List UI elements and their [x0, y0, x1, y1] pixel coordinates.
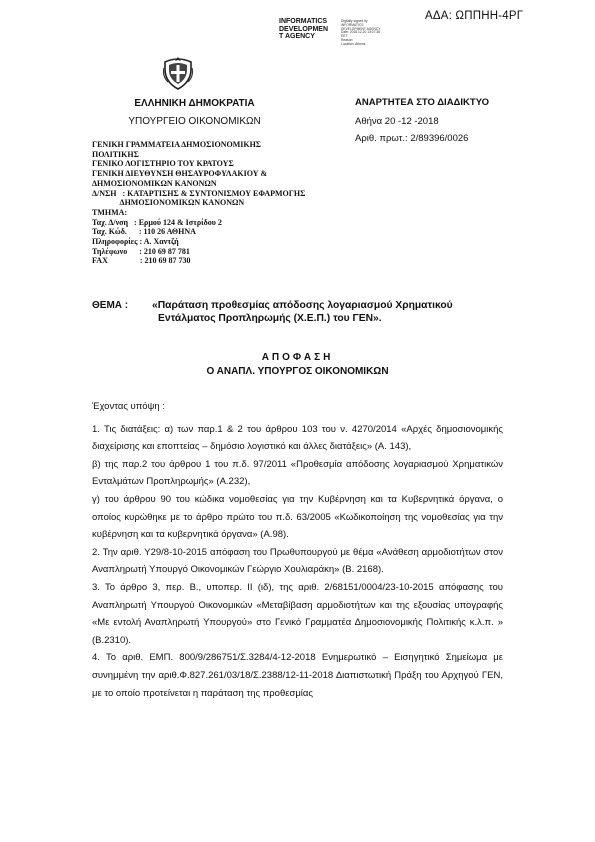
paragraph: γ) του άρθρου 90 του κώδικα νομοθεσίας για την Κυβέρνηση και τα Κυβερνητικά όργανα, ο οποίος κυρώθηκε με το άρθρο πρώτο του π.δ. 63/2005 «Κωδικοποίηση της νομοθεσίας για την κυβέρνηση και τα κυβερνητικά όργανα» (Α.98). — [92, 493, 503, 541]
subject-line: «Παράταση προθεσμίας απόδοσης λογαριασμού Χρηματικού — [152, 300, 453, 311]
intro-line: Έχοντας υπόψη : — [92, 401, 165, 412]
paragraph: 4. Το αριθ. ΕΜΠ. 800/9/286751/Σ.3284/4-12-2018 Ενημερωτικό – Εισηγητικό Σημείωμα με συνημμένη την αριθ.Φ.827.261/03/18/Σ.2388/12-11-2018 Διαπιστωτική Πράξη του Αρχηγού ΓΕΝ, με το οποίο προτείνεται η παράταση της προθεσμίας — [92, 652, 503, 699]
subject-text — [152, 299, 453, 325]
signature-line: Reason: — [341, 37, 354, 42]
subject-label: ΘΕΜΑ : — [92, 300, 129, 311]
dept-line: ΔΗΜΟΣΙΟΝΟΜΙΚΩΝ ΚΑΝΟΝΩΝ — [92, 198, 245, 208]
publish-note: ΑΝΑΡΤΗΤΕΑ ΣΤΟ ΔΙΑΔΙΚΤΥΟ — [355, 97, 490, 108]
dept-line: Ταχ. Δ/νση : Ερμού 124 & Ιστρίδου 2 — [92, 217, 222, 227]
digital-signature-text — [341, 20, 381, 47]
ida-logo-text — [279, 18, 328, 41]
country-name: ΕΛΛΗΝΙΚΗ ΔΗΜΟΚΡΑΤΙΑ — [134, 98, 255, 109]
decision-title: ΑΠΟΦΑΣΗ — [261, 352, 334, 363]
dept-line: ΔΗΜΟΣΙΟΝΟΜΙΚΩΝ ΚΑΝΟΝΩΝ — [92, 178, 217, 188]
dept-line: Ταχ. Κώδ. : 110 26 ΑΘΗΝΑ — [92, 227, 196, 237]
paragraph: β) της παρ.2 του άρθρου 1 του π.δ. 97/2011 «Προθεσμία απόδοσης λογαριασμού Χρηματικών Ενταλμάτων Προπληρωμής» (Α.232), — [92, 458, 503, 488]
ministry-name: ΥΠΟΥΡΓΕΙΟ ΟΙΚΟΝΟΜΙΚΩΝ — [128, 116, 261, 127]
signature-line: EET — [341, 34, 348, 39]
ida-line: INFORMATICS — [279, 18, 328, 25]
decision-authority: Ο ΑΝΑΠΛ. ΥΠΟΥΡΓΟΣ ΟΙΚΟΝΟΜΙΚΩΝ — [206, 366, 389, 377]
signature-line: INFORMATICS — [341, 22, 364, 27]
dept-line: ΤΜΗΜΑ: — [92, 207, 128, 217]
dept-line: ΓΕΝΙΚΗ ΔΙΕΥΘΥΝΣΗ ΘΗΣΑΥΡΟΦΥΛΑΚΙΟΥ & — [92, 169, 268, 179]
dept-line: ΠΟΛΙΤΙΚΗΣ — [92, 149, 139, 159]
ada-code: ΑΔΑ: ΩΠΠΗΗ-4ΡΓ — [425, 10, 524, 22]
ida-line: DEVELOPMEN — [279, 25, 329, 33]
greek-emblem-icon — [162, 56, 194, 90]
body-text — [92, 398, 503, 702]
subject-line: Εντάλματος Προπληρωμής (Χ.Ε.Π.) του ΓΕΝ». — [158, 313, 382, 324]
ida-line: T AGENCY — [279, 33, 315, 40]
paragraph: 3. Το άρθρο 3, περ. Β., υποπερ. ΙΙ (ιδ), της αριθ. 2/68151/0004/23-10-2015 απόφασης του Αναπληρωτή Υπουργού Οικονομικών «Μεταβίβαση αρμοδιοτήτων και της εξουσίας υπογραφής «Με εντολή Αναπληρωτή Υπουργού» στο Γενικό Γραμματέα Δημοσιονομικής Πολιτικής κ.λ.π. » (Β.2310). — [92, 581, 503, 646]
dept-line: Τηλέφωνο : 210 69 87 781 — [92, 246, 190, 256]
dept-line: ΓΕΝΙΚΟ ΛΟΓΙΣΤΗΡΙΟ ΤΟΥ ΚΡΑΤΟΥΣ — [92, 159, 234, 169]
document-date: Αθήνα 20 -12 -2018 — [355, 116, 439, 127]
dept-line: ΓΕΝΙΚΗ ΓΡΑΜΜΑΤΕΙΑ ΔΗΜΟΣΙΟΝΟΜΙΚΗΣ — [92, 140, 262, 149]
dept-line: Δ/ΝΣΗ : ΚΑΤΑΡΤΙΣΗΣ & ΣΥΝΤΟΝΙΣΜΟΥ ΕΦΑΡΜΟΓΗΣ — [92, 188, 306, 198]
signature-line: DEVELOPMENT AGENCY — [341, 26, 381, 31]
signature-line: Location: Athens — [341, 41, 366, 46]
paragraph: 1. Τις διατάξεις: α) των παρ.1 & 2 του άρθρου 103 του ν. 4270/2014 «Αρχές δημοσιονομικής διαχείρισης και εποπτείας – δημόσιο λογιστικό και άλλες διατάξεις» (Α. 143), — [92, 423, 503, 453]
dept-line: Πληροφορίες : Α. Χαντζή — [92, 237, 179, 247]
dept-line: FAX : 210 69 87 730 — [92, 256, 191, 266]
protocol-number: Αριθ. πρωτ.: 2/89396/0026 — [355, 133, 469, 144]
signature-line: Date: 2018.12.20 13:07:38 — [341, 30, 381, 35]
department-block — [92, 140, 305, 266]
paragraph: 2. Την αριθ. Υ29/8-10-2015 απόφαση του Πρωθυπουργού με θέμα «Ανάθεση αρμοδιοτήτων στον Αναπληρωτή Υπουργό Οικονομικών Γεώργιο Χουλιαράκη» (Β. 2168). — [92, 546, 503, 576]
signature-line: Digitally signed by — [341, 19, 368, 23]
